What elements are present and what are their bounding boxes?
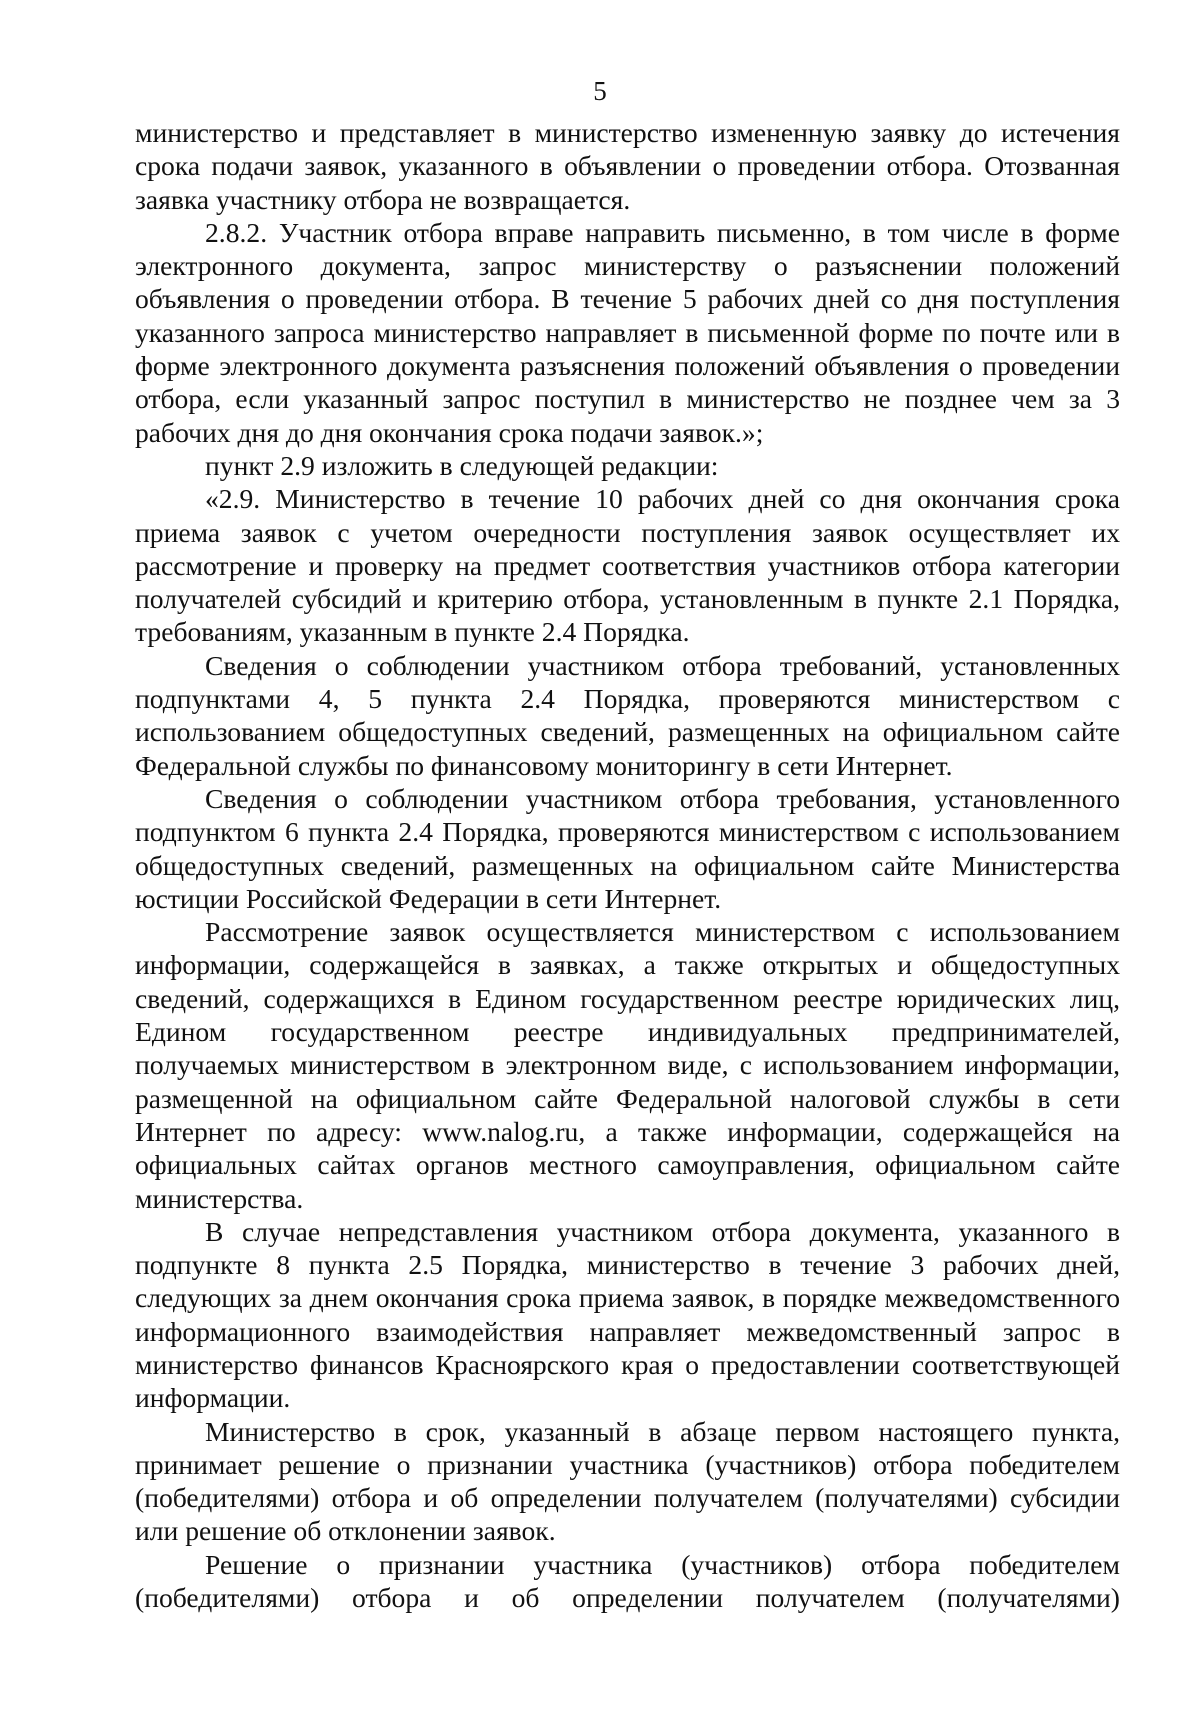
paragraph-amendment-instruction: пункт 2.9 изложить в следующей редакции: [205,449,719,481]
paragraph-decision: Министерство в срок, указанный в абзаце первом настоящего пункта, принимает решение о признании участника (участников) отбора победителем (победителями) отбора и об определении получателем (получателями) субсидии или решение об отклонении заявок. [135,1415,1120,1547]
paragraph-review-of-applications: Рассмотрение заявок осуществляется министерством с использованием информации, содержащейся в заявках, а также открытых и общедоступных сведений, содержащихся в Едином государственном реестре юридических лиц, Едином государственном реестре индивидуальных предпринимателей, получаемых министерством в электронном виде, с использованием информации, размещенной на официальном сайте Федеральной налоговой службы в сети Интернет по адресу: www.nalog.ru, а также информации, содержащейся на официальных сайтах органов местного самоуправления, официальном сайте министерства. [135,916,1120,1214]
paragraph-decision-continued: Решение о признании участника (участников) отбора победителем (победителями) отбора и об определении получателем (получателями) [135,1548,1120,1614]
paragraph-2-8-2: 2.8.2. Участник отбора вправе направить письменно, в том числе в форме электронного документа, запрос министерству о разъяснении положений объявления о проведении отбора. В течение 5 рабочих дней со дня поступления указанного запроса министерство направляет в письменной форме по почте или в форме электронного документа разъяснения положений объявления о проведении отбора, если указанный запрос поступил в министерство не позднее чем за 3 рабочих дня до дня окончания срока подачи заявок.»; [135,216,1120,448]
paragraph-interagency-request: В случае непредставления участником отбора документа, указанного в подпункте 8 пункта 2.5 Порядка, министерство в течение 3 рабочих дней, следующих за днем окончания срока приема заявок, в порядке межведомственного информационного взаимодействия направляет межведомственный запрос в министерство финансов Красноярского края о предоставлении соответствующей информации. [135,1215,1120,1414]
paragraph-continuation: министерство и представляет в министерство измененную заявку до истечения срока подачи заявок, указанного в объявлении о проведении отбора. Отозванная заявка участнику отбора не возвращается. [135,117,1120,215]
paragraph-rosfinmonitoring-check: Сведения о соблюдении участником отбора требований, установленных подпунктами 4, 5 пункта 2.4 Порядка, проверяются министерством с использованием общедоступных сведений, размещенных на официальном сайте Федеральной службы по финансовому мониторингу в сети Интернет. [135,649,1120,781]
page-number: 5 [593,76,607,106]
paragraph-minjust-check: Сведения о соблюдении участником отбора требования, установленного подпунктом 6 пункта 2.4 Порядка, проверяются министерством с использованием общедоступных сведений, размещенных на официальном сайте Министерства юстиции Российской Федерации в сети Интернет. [135,782,1120,914]
paragraph-2-9: «2.9. Министерство в течение 10 рабочих дней со дня окончания срока приема заявок с учетом очередности поступления заявок осуществляет их рассмотрение и проверку на предмет соответствия участников отбора категории получателей субсидий и критерию отбора, установленным в пункте 2.1 Порядка, требованиям, указанным в пункте 2.4 Порядка. [135,483,1120,648]
document-body [135,116,1120,1614]
